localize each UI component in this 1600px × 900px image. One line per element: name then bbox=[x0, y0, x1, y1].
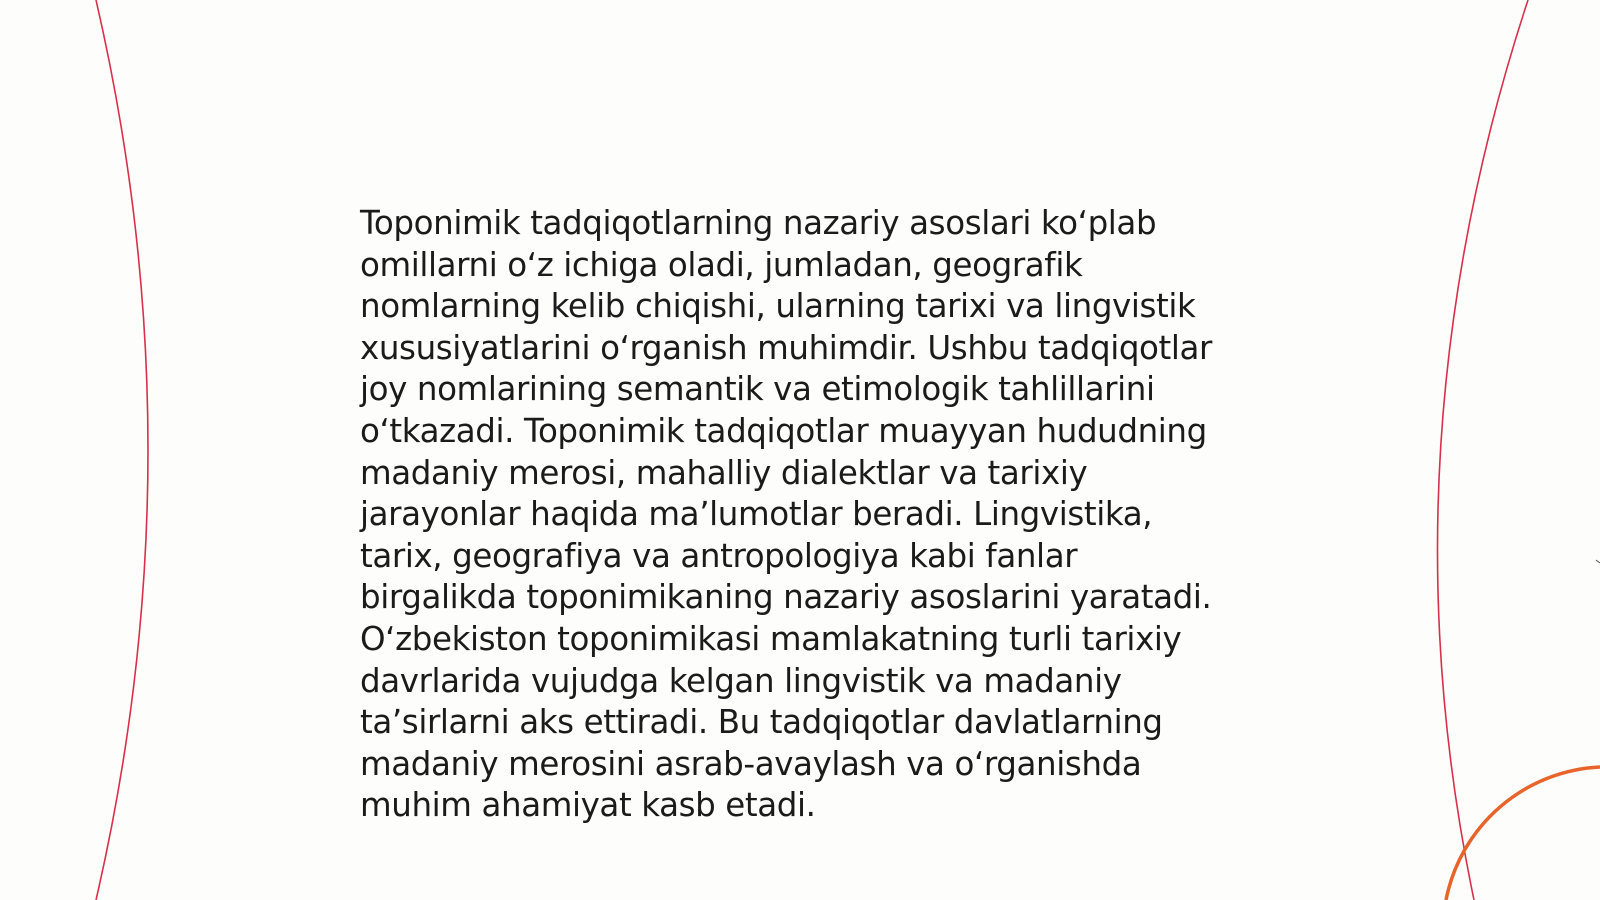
right-edge-tick bbox=[1596, 560, 1600, 563]
left-arc-line bbox=[96, 0, 148, 900]
right-arc-line bbox=[1437, 0, 1528, 900]
body-text: Toponimik tadqiqotlarning nazariy asoslari koʻplab omillarni oʻz ichiga oladi, jumladan, geografik nomlarning kelib chiqishi, ularning tarixi va lingvistik xususiyatlarini oʻrganish muhimdir. Ushbu tadqiqotlar joy nomlarining semantik va etimologik tahlillarini oʻtkazadi. Toponimik tadqiqotlar muayyan hududning madaniy merosi, mahalliy dialektlar va tarixiy jarayonlar haqida maʼlumotlar beradi. Lingvistika, tarix, geografiya va antropologiya kabi fanlar birgalikda toponimikaning nazariy asoslarini yaratadi. Oʻzbekiston toponimikasi mamlakatning turli tarixiy davrlarida vujudga kelgan lingvistik va madaniy taʼsirlarni aks ettiradi. Bu tadqiqotlar davlatlarning madaniy merosini asrab-avaylash va oʻrganishda muhim ahamiyat kasb etadi. bbox=[360, 204, 1212, 825]
orange-circle-arc bbox=[1446, 767, 1600, 900]
